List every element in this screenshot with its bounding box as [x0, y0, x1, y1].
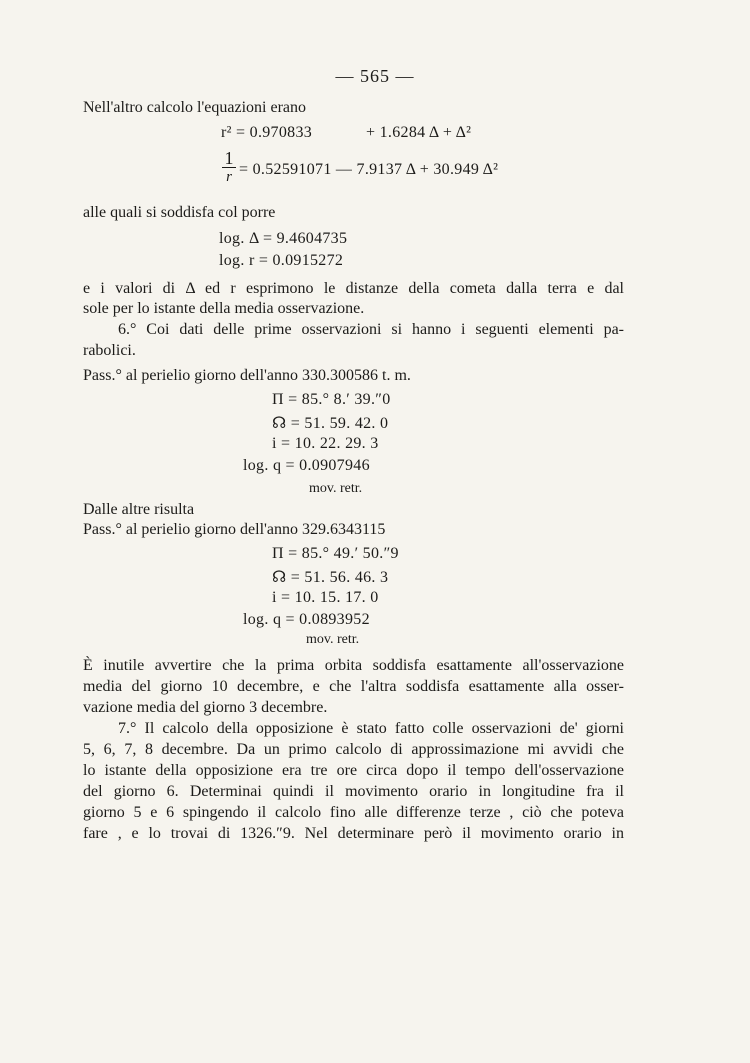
equation-2-fraction [222, 148, 236, 185]
section-7-line-4: del giorno 6. Determinai quindi il movimento orario in longitudine fra il [83, 783, 624, 800]
paragraph-useless-line-3: vazione media del giorno 3 decembre. [83, 699, 328, 716]
orbit-2-passage: Pass.° al perielio giorno dell'anno 329.6343115 [83, 521, 386, 538]
section-6-line-1: 6.° Coi dati delle prime osservazioni si hanno i seguenti elementi pa- [118, 321, 624, 338]
orbit-2-node: ☊ = 51. 56. 46. 3 [272, 569, 389, 586]
values-line-1: e i valori di Δ ed r esprimono le distanze della cometa dalla terra e dal [83, 280, 624, 297]
section-7-line-3: lo istante della opposizione era tre ore circa dopo il tempo dell'osservazione [83, 762, 624, 779]
section-7-line-6: fare , e lo trovai di 1326.″9. Nel determinare però il movimento orario in [83, 825, 624, 842]
other-orbit-intro: Dalle altre risulta [83, 501, 195, 518]
equation-2-rhs: = 0.52591071 — 7.9137 Δ + 30.949 Δ² [239, 161, 499, 178]
orbit-1-node: ☊ = 51. 59. 42. 0 [272, 415, 389, 432]
orbit-2-inclination: i = 10. 15. 17. 0 [272, 589, 379, 606]
values-line-2: sole per lo istante della media osservazione. [83, 300, 365, 317]
section-6-line-2: rabolici. [83, 342, 136, 359]
orbit-1-log-q: log. q = 0.0907946 [243, 457, 370, 474]
orbit-2-log-q: log. q = 0.0893952 [243, 611, 370, 628]
section-7-line-1: 7.° Il calcolo della opposizione è stato fatto colle osservazioni de' giorni [118, 720, 624, 737]
log-r: log. r = 0.0915272 [219, 252, 344, 269]
section-7-line-2: 5, 6, 7, 8 decembre. Da un primo calcolo di approssimazione mi avvidi che [83, 741, 624, 758]
orbit-2-motion: mov. retr. [306, 632, 360, 647]
page-number: — 565 — [335, 66, 415, 86]
satisfy-line: alle quali si soddisfa col porre [83, 204, 276, 221]
fraction-denominator: r [226, 169, 232, 185]
paragraph-useless-line-2: media del giorno 10 decembre, e che l'altra soddisfa esattamente alla osser- [83, 678, 624, 695]
intro-line: Nell'altro calcolo l'equazioni erano [83, 99, 306, 116]
orbit-1-perihelion: Π = 85.° 8.′ 39.″0 [272, 391, 391, 408]
section-7-line-5: giorno 5 e 6 spingendo il calcolo fino alle differenze terze , ciò che poteva [83, 804, 624, 821]
orbit-1-motion: mov. retr. [309, 481, 363, 496]
orbit-1-passage: Pass.° al perielio giorno dell'anno 330.300586 t. m. [83, 367, 411, 384]
log-delta: log. Δ = 9.4604735 [219, 230, 348, 247]
fraction-numerator: 1 [224, 148, 234, 168]
equation-1-rhs: + 1.6284 Δ + Δ² [366, 124, 472, 141]
orbit-1-inclination: i = 10. 22. 29. 3 [272, 435, 379, 452]
paragraph-useless-line-1: È inutile avvertire che la prima orbita soddisfa esattamente all'osservazione [83, 657, 624, 674]
orbit-2-perihelion: Π = 85.° 49.′ 50.″9 [272, 545, 399, 562]
equation-1-lhs: r² = 0.970833 [221, 124, 313, 141]
